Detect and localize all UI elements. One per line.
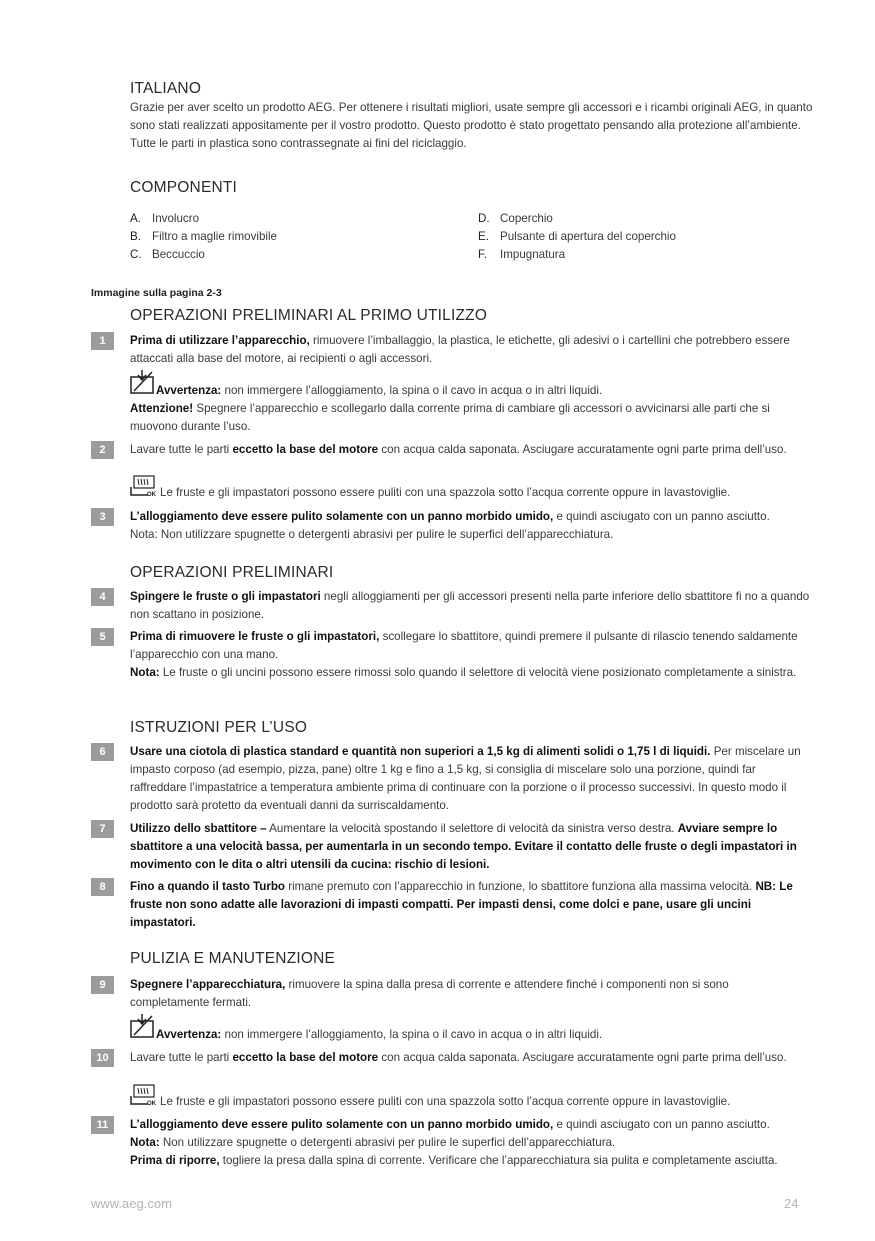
step-5-bold: Prima di rimuovere le fruste o gli impastatori, [130, 630, 380, 643]
step-3-bold: L’alloggiamento deve essere pulito solamente con un panno morbido umido, [130, 510, 554, 523]
component-label: Pulsante di apertura del coperchio [500, 230, 676, 243]
step-1-text [130, 332, 800, 368]
warning-body: non immergere l’alloggiamento, la spina o il cavo in acqua o in altri liquidi. [221, 384, 603, 397]
step-8-text [130, 878, 815, 932]
step-11-body: e quindi asciugato con un panno asciutto. [553, 1118, 770, 1131]
step-4-body: negli alloggiamenti per gli accessori presenti nella parte inferiore dello sbattitore fi no a quando non scattano in posizione. [130, 590, 810, 621]
component-item [478, 228, 676, 246]
component-label: Coperchio [500, 212, 553, 225]
step-number-8: 8 [91, 878, 114, 896]
step-8-body: rimane premuto con l’apparecchio in funzione, lo sbattitore funziona alla massima velocità. [285, 880, 756, 893]
attention-body: Spegnere l’apparecchio e scollegarlo dalla corrente prima di cambiare gli accessori o avvicinarsi alle parti che si muovono durante l’uso. [130, 402, 770, 433]
warning-bold: Avvertenza: [156, 1028, 222, 1041]
components-right-list [478, 210, 676, 264]
no-immerse-warning-icon [130, 1014, 156, 1038]
component-letter: A. [130, 212, 141, 225]
component-letter: F. [478, 248, 488, 261]
step-11-text [130, 1116, 815, 1170]
dishwasher-safe-icon [130, 475, 158, 497]
step-number-7: 7 [91, 820, 114, 838]
step-4-text [130, 588, 810, 624]
step-9-text [130, 976, 810, 1012]
step-7-bold: Utilizzo dello sbattitore – [130, 822, 267, 835]
component-item [478, 210, 676, 228]
section-title-usage: ISTRUZIONI PER L’USO [130, 719, 308, 736]
component-label: Filtro a maglie rimovibile [152, 230, 277, 243]
component-letter: D. [478, 212, 490, 225]
component-item [130, 228, 277, 246]
component-letter: C. [130, 248, 142, 261]
component-item [130, 210, 277, 228]
step-5-body: scollegare lo sbattitore, quindi premere il pulsante di rilascio tenendo saldamente l’apparecchio con una mano. [130, 630, 798, 661]
component-item [130, 246, 277, 264]
dishwasher-safe-icon [130, 1084, 158, 1106]
language-heading: ITALIANO [130, 80, 202, 97]
warning-text-2 [156, 1026, 796, 1044]
attention-bold: Attenzione! [130, 402, 194, 415]
step-9-body: rimuovere la spina dalla presa di corrente e attendere finché i componenti non si sono completamente fermati. [130, 978, 729, 1009]
step-11-bold: L’alloggiamento deve essere pulito solamente con un panno morbido umido, [130, 1118, 554, 1131]
step-3-text [130, 508, 810, 544]
component-label: Beccuccio [152, 248, 205, 261]
step-number-1: 1 [91, 332, 114, 350]
warning-bold: Avvertenza: [156, 384, 222, 397]
step-10-pre: Lavare tutte le parti [130, 1051, 233, 1064]
step-11-storage-bold: Prima di riporre, [130, 1154, 220, 1167]
step-number-9: 9 [91, 976, 114, 994]
step-number-10: 10 [91, 1049, 114, 1067]
section-title-preliminary: OPERAZIONI PRELIMINARI [130, 564, 334, 581]
component-letter: E. [478, 230, 489, 243]
step-2-text [130, 441, 790, 459]
step-3-body: e quindi asciugato con un panno asciutto. [553, 510, 770, 523]
dishwasher-note-2: Le fruste e gli impastatori possono essere puliti con una spazzola sotto l’acqua corrente oppure in lavastoviglie. [160, 1095, 731, 1108]
step-number-5: 5 [91, 628, 114, 646]
intro-paragraph: Grazie per aver scelto un prodotto AEG. Per ottenere i risultati migliori, usate sempre gli accessori e i ricambi originali AEG, in quanto sono stati realizzati appositamente per il vostro prodotto. Questo prodotto è stato progettato pensando alla protezione all’ambiente. Tutte le parti in plastica sono contrassegnate ai fini del riciclaggio. [130, 101, 813, 150]
dishwasher-note: Le fruste e gli impastatori possono essere puliti con una spazzola sotto l’acqua corrente oppure in lavastoviglie. [160, 486, 731, 499]
step-2-bold: eccetto la base del motore [232, 443, 379, 456]
step-11-note: Non utilizzare spugnette o detergenti abrasivi per pulire le superfici dell’apparecchiatura. [159, 1136, 616, 1149]
step-5-note: Le fruste o gli uncini possono essere rimossi solo quando il selettore di velocità viene posizionato completamente a sinistra. [159, 666, 797, 679]
step-3-note: Nota: Non utilizzare spugnette o detergenti abrasivi per pulire le superfici dell’apparecchiatura. [130, 528, 614, 541]
section-title-first-use: OPERAZIONI PRELIMINARI AL PRIMO UTILIZZO [130, 307, 488, 324]
step-8-bold: Fino a quando il tasto Turbo [130, 880, 285, 893]
step-7-text [130, 820, 815, 874]
footer-website: www.aeg.com [91, 1196, 172, 1211]
step-number-11: 11 [91, 1116, 114, 1134]
image-reference-note: Immagine sulla pagina 2-3 [91, 287, 222, 299]
step-5-note-bold: Nota: [130, 666, 160, 679]
section-title-cleaning: PULIZIA E MANUTENZIONE [130, 950, 336, 967]
step-1-bold: Prima di utilizzare l’apparecchio, [130, 334, 310, 347]
step-2-post: con acqua calda saponata. Asciugare accuratamente ogni parte prima dell’uso. [378, 443, 787, 456]
step-8-bold-note: NB: Le fruste non sono adatte alle lavorazioni di impasti compatti. Per impasti densi, come dolci e pane, usare gli uncini impastatori. [130, 880, 793, 929]
components-left-list [130, 210, 277, 264]
step-number-3: 3 [91, 508, 114, 526]
step-6-bold: Usare una ciotola di plastica standard e quantità non superiori a 1,5 kg di alimenti solidi o 1,75 l di liquidi. [130, 745, 711, 758]
step-1-body: rimuovere l’imballaggio, la plastica, le etichette, gli adesivi o i cartellini che potrebbero essere attaccati alla base del motore, ai recipienti o agli accessori. [130, 334, 790, 365]
step-11-note-bold: Nota: [130, 1136, 160, 1149]
step-7-body: Aumentare la velocità spostando il selettore di velocità da sinistra verso destra. [266, 822, 678, 835]
step-6-text [130, 743, 815, 815]
step-number-2: 2 [91, 441, 114, 459]
component-letter: B. [130, 230, 141, 243]
step-5-text [130, 628, 800, 682]
component-item [478, 246, 676, 264]
step-10-text [130, 1049, 790, 1067]
step-10-bold: eccetto la base del motore [232, 1051, 379, 1064]
step-11-storage: togliere la presa dalla spina di corrente. Verificare che l’apparecchiatura sia pulita e completamente asciutta. [219, 1154, 778, 1167]
step-9-bold: Spegnere l’apparecchiatura, [130, 978, 286, 991]
step-6-body: Per miscelare un impasto corposo (ad esempio, pizza, pane) oltre 1 kg e fino a 1,5 kg, si consiglia di miscelare solo una porzione, quindi far raffreddare l’impastatrice a temperatura ambiente prima di continuare con la porzione o il processo successivi. In questo modo il prodotto sarà protetto da eventuali danni da surriscaldamento. [130, 745, 801, 812]
svg-text:OK: OK [147, 492, 156, 497]
warning-text [156, 382, 796, 400]
step-10-post: con acqua calda saponata. Asciugare accuratamente ogni parte prima dell’uso. [378, 1051, 787, 1064]
step-4-bold: Spingere le fruste o gli impastatori [130, 590, 321, 603]
svg-text:OK: OK [147, 1101, 156, 1106]
components-title: COMPONENTI [130, 179, 238, 196]
page-number: 24 [784, 1196, 799, 1211]
step-number-4: 4 [91, 588, 114, 606]
no-immerse-warning-icon [130, 370, 156, 394]
attention-text [130, 400, 810, 436]
component-label: Impugnatura [500, 248, 566, 261]
component-label: Involucro [152, 212, 200, 225]
warning-body: non immergere l’alloggiamento, la spina o il cavo in acqua o in altri liquidi. [221, 1028, 603, 1041]
step-number-6: 6 [91, 743, 114, 761]
step-2-pre: Lavare tutte le parti [130, 443, 233, 456]
step-7-bold-warning: Avviare sempre lo sbattitore a una velocità bassa, per aumentarla in un secondo tempo. Evitare il contatto delle fruste o degli impastatori in movimento con le dita o altri utensili da cucina: rischio di lesioni. [130, 822, 797, 871]
